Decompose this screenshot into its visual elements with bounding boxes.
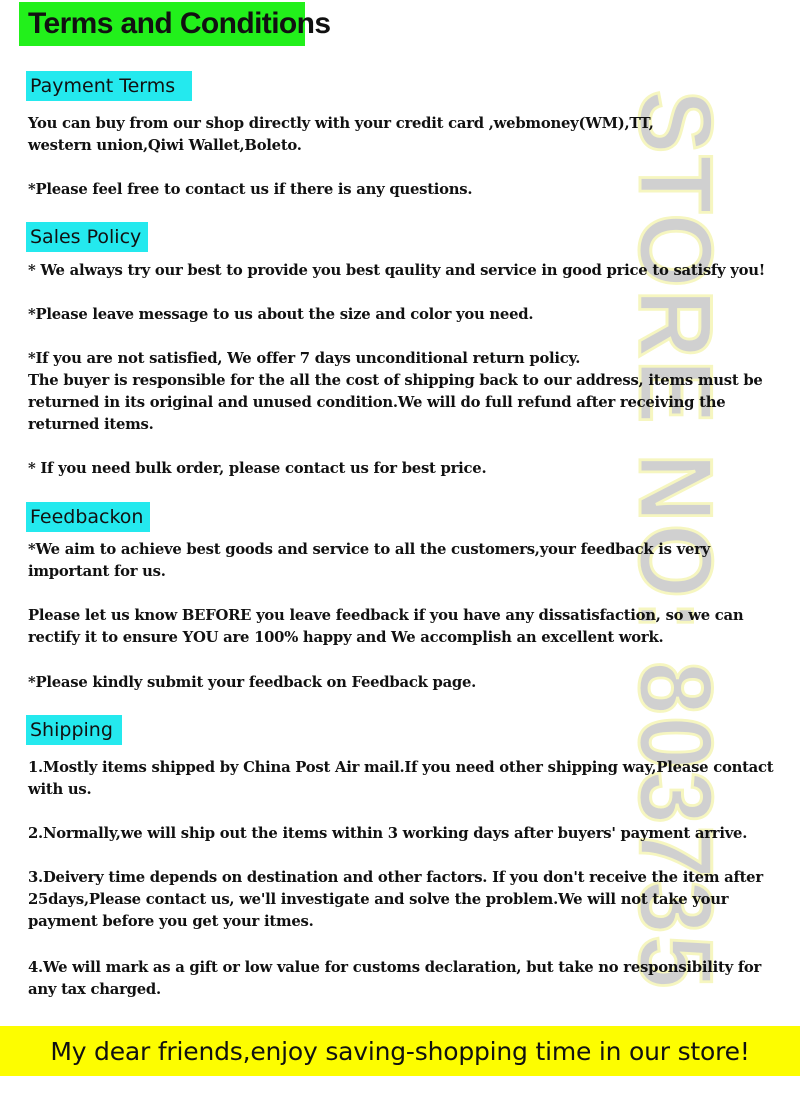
footer-text: My dear friends,enjoy saving-shopping time in our store!	[50, 1036, 750, 1066]
sales-policy-paragraph-4: * If you need bulk order, please contact us for best price.	[28, 460, 487, 477]
shipping-paragraph-2: 2.Normally,we will ship out the items within 3 working days after buyers' payment arrive.	[28, 825, 748, 842]
page-title: Terms and Conditions	[19, 2, 305, 46]
section-heading-feedbackon: Feedbackon	[26, 502, 150, 532]
sales-policy-paragraph-1: * We always try our best to provide you best qaulity and service in good price to satisfy you!	[28, 262, 766, 279]
watermark-text: STORE NO: 803735	[617, 90, 733, 1074]
shipping-paragraph-1: 1.Mostly items shipped by China Post Air mail.If you need other shipping way,Please contact with us.	[28, 759, 774, 798]
section-heading-sales-policy: Sales Policy	[26, 222, 148, 252]
shipping-paragraph-3: 3.Deivery time depends on destination and other factors. If you don't receive the item after 25days,Please contact us, we'll investigate and solve the problem.We will not take your payment before you get your itmes.	[28, 869, 763, 930]
payment-terms-paragraph-1: You can buy from our shop directly with your credit card ,webmoney(WM),TT, western union,Qiwi Wallet,Boleto.	[28, 115, 654, 154]
feedback-paragraph-2: Please let us know BEFORE you leave feedback if you have any dissatisfaction, so we can rectify it to ensure YOU are 100% happy and We accomplish an excellent work.	[28, 607, 744, 646]
feedback-paragraph-1: *We aim to achieve best goods and service to all the customers,your feedback is very important for us.	[28, 541, 711, 580]
shipping-paragraph-4: 4.We will mark as a gift or low value for customs declaration, but take no responsibility for any tax charged.	[28, 959, 762, 998]
sales-policy-paragraph-3: *If you are not satisfied, We offer 7 days unconditional return policy. The buyer is responsible for the all the cost of shipping back to our address, items must be returned in its original and unused condition.We will do full refund after receiving the returned items.	[28, 350, 763, 433]
sales-policy-paragraph-2: *Please leave message to us about the size and color you need.	[28, 306, 534, 323]
section-heading-payment-terms: Payment Terms	[26, 71, 192, 101]
payment-terms-paragraph-2: *Please feel free to contact us if there is any questions.	[28, 181, 473, 198]
feedback-paragraph-3: *Please kindly submit your feedback on Feedback page.	[28, 674, 477, 691]
footer-banner	[0, 1026, 800, 1076]
section-heading-shipping: Shipping	[26, 715, 122, 745]
